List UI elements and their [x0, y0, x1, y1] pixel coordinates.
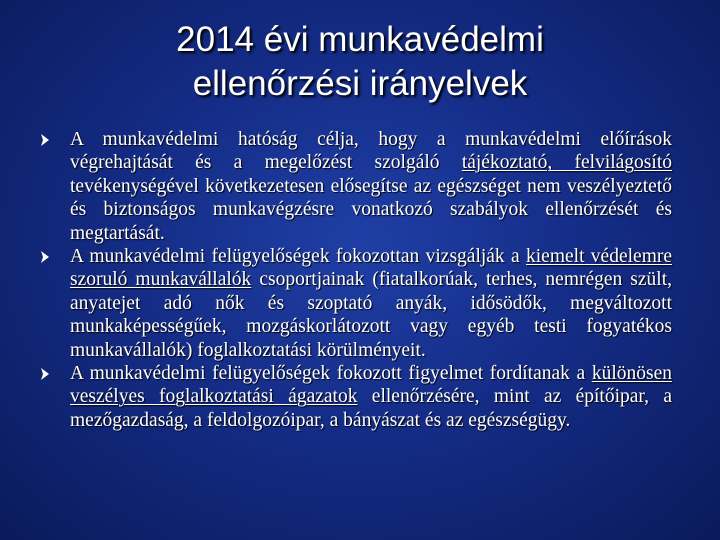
bullet-text-3-a: A munkavédelmi felügyelőségek fokozott figyelmet fordítanak a — [70, 363, 592, 385]
arrow-bullet-icon — [40, 250, 50, 264]
bullet-text-2-b: kiemelt védelemre szoruló munkavállalók — [70, 246, 673, 291]
page-title — [0, 18, 720, 106]
bullet-item-1 — [40, 128, 672, 245]
title-line-2: ellenőrzési irányelvek — [192, 64, 528, 103]
bullet-text-2-a: A munkavédelmi felügyelőségek fokozottan vizsgálják a — [70, 246, 526, 268]
title-line-1: 2014 évi munkavédelmi — [176, 20, 544, 59]
bullet-item-2 — [40, 245, 672, 362]
bullet-text-2-c: csoportjainak (fiatalkorúak, terhes, nemrégen szült, anyatejet adó nők és szoptató anyák, idősödők, megváltozott munkaképességűek, mozgáskorlátozott vagy egyéb testi fogyatékos munkavállalók) foglalkoztatási körülményeit. — [70, 269, 673, 361]
bullet-text-3-b: különösen veszélyes foglalkoztatási ágazatok — [70, 363, 672, 408]
bullet-list — [40, 128, 672, 432]
bullet-text-1-c: tevékenységével következetesen elősegítse az egészséget nem veszélyeztető és biztonságos munkavégzésre vonatkozó szabályok ellenőrzését és megtartását. — [70, 175, 672, 244]
arrow-bullet-icon — [40, 367, 50, 381]
arrow-bullet-icon — [40, 133, 50, 147]
bullet-item-3 — [40, 362, 672, 432]
bullet-text-1-b: tájékoztató, felvilágosító — [461, 152, 672, 174]
bullet-text-1-a: A munkavédelmi hatóság célja, hogy a munkavédelmi előírások végrehajtását és a megelőzést szolgáló — [70, 129, 672, 174]
bullet-text-3-c: ellenőrzésére, mint az építőipar, a mezőgazdaság, a feldolgozóipar, a bányászat és az egészségügy. — [70, 386, 672, 431]
